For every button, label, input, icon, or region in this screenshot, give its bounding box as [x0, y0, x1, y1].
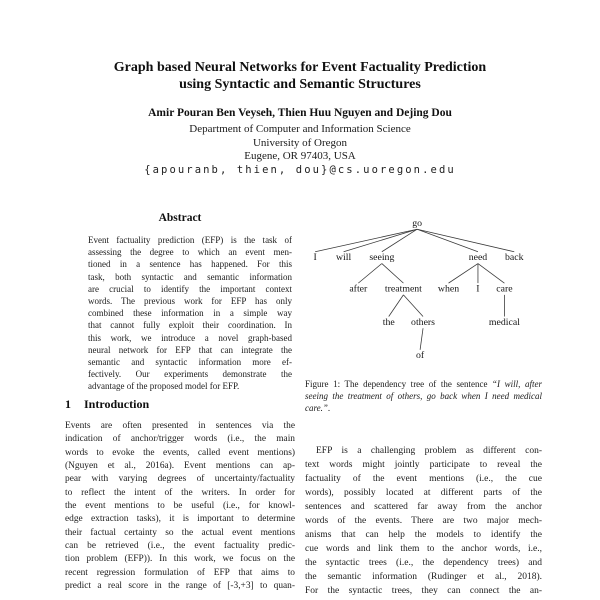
text-line: EFP is a challenging problem as different con- — [316, 446, 542, 456]
abstract-body — [88, 234, 292, 393]
authors-line: Amir Pouran Ben Veyseh, Thien Huu Nguyen and Dejing Dou — [148, 107, 452, 119]
tree-node-seeing: seeing — [369, 252, 395, 264]
tree-node-medical: medical — [488, 316, 520, 328]
tree-node-will: will — [335, 252, 352, 264]
text-line: recent regression formulation of EFP that aims to — [65, 567, 295, 578]
text-line: cue words and link them to the anchor words, i.e., — [305, 544, 542, 554]
tree-node-when: when — [437, 283, 460, 295]
text-line: predict a real score in the range of [-3,+3] to quan- — [65, 581, 295, 592]
text-line: indication of anchor/trigger words (i.e., the main — [65, 434, 295, 445]
tree-edge-seeing-treatment — [382, 264, 404, 284]
tree-node-after: after — [349, 283, 368, 295]
tree-node-of: of — [416, 350, 425, 362]
tree-node-need: need — [468, 252, 488, 264]
introduction-body — [65, 420, 295, 593]
authors-email: {apouranb, thien, dou}@cs.uoregon.edu — [144, 164, 456, 176]
affiliation-department: Department of Computer and Information Science — [189, 123, 411, 135]
caption-suffix: . — [327, 403, 331, 413]
text-line: edge extraction tasks), it is important to determine — [65, 514, 295, 525]
tree-node-I1: I — [313, 252, 317, 264]
text-line: the semantic information (Rudinger et al., 2018). — [305, 572, 542, 582]
text-line: Event factuality prediction (EFP) is the task of — [88, 235, 292, 245]
tree-edge-go-back — [417, 229, 514, 252]
text-line: For the syntactic trees, they can connect the an- — [305, 586, 542, 596]
text-line: fectively. Our experiments demonstrate the — [88, 369, 292, 380]
text-line: pear with varying degrees of uncertainty/factuality — [65, 474, 295, 485]
tree-edge-go-seeing — [382, 229, 417, 252]
tree-edge-need-when — [449, 264, 478, 284]
tree-edge-seeing-after — [358, 264, 382, 284]
figure-1 — [305, 214, 545, 366]
text-line: are crucial to identify the important context — [88, 283, 292, 294]
text-line: factuality of the event mentions (i.e., the cue — [305, 474, 542, 484]
tree-edge-need-care — [478, 264, 504, 284]
paper-title-line-1: Graph based Neural Networks for Event Factuality Prediction — [113, 60, 487, 75]
text-line: assessing the degree to which an event men- — [88, 247, 292, 258]
text-line: anisms that can help the models to identify the — [305, 530, 542, 540]
paper-title-line-2: using Syntactic and Semantic Structures — [179, 77, 421, 92]
tree-node-back: back — [504, 252, 524, 264]
text-line: advantage of the proposed model for EFP. — [88, 381, 240, 392]
text-line: tioned in a sentence has happened. For this — [88, 259, 292, 270]
text-line: that cannot fully exploit their coordination. In — [88, 320, 292, 331]
tree-edge-go-need — [417, 229, 478, 252]
text-line: can be retrieved (i.e., the event factuality predic- — [65, 541, 295, 552]
text-line: the event mentions to be useful (i.e., for knowl- — [65, 501, 295, 512]
text-line: task, both syntactic and semantic information — [88, 271, 292, 282]
text-line: text words might jointly participate to reveal the — [305, 460, 542, 470]
text-line: sentences and scattered far away from the anchor — [305, 502, 542, 512]
text-line: words), possibly located at different parts of the — [305, 488, 542, 498]
text-line: combined these information in a simple way — [88, 308, 292, 319]
affiliation-university: University of Oregon — [252, 137, 348, 149]
text-line: this work, we introduce a novel graph-based — [88, 332, 292, 343]
text-line: their factual certainty so the actual event mentions — [65, 527, 295, 538]
figure-1-caption — [305, 378, 542, 414]
affiliation-location: Eugene, OR 97403, USA — [244, 150, 356, 162]
text-line: words. The previous work for EFP has only — [88, 296, 292, 307]
section-number: 1 — [65, 397, 71, 411]
tree-node-care: care — [496, 283, 513, 295]
tree-edge-treatment-the — [389, 295, 404, 317]
text-line: (Nguyen et al., 2016a). Event mentions can ap- — [65, 461, 295, 472]
caption-prefix: Figure 1: The dependency tree of the sentence — [305, 379, 493, 389]
tree-node-the: the — [382, 316, 395, 328]
tree-edge-others-of — [420, 328, 423, 350]
tree-node-treatment: treatment — [384, 283, 422, 295]
right-column-paragraph — [305, 444, 542, 598]
section-title: Introduction — [84, 397, 150, 411]
tree-edge-go-will — [344, 229, 418, 252]
text-line: words to evoke the events, called event mentions) — [65, 447, 295, 458]
text-line: the syntactic trees (i.e., the dependency trees) and — [305, 558, 542, 568]
tree-edge-go-I1 — [315, 229, 417, 252]
text-line: neural network for EFP that can integrate the — [88, 344, 292, 355]
text-line: semantic and syntactic information more ef- — [88, 357, 292, 368]
text-line: tion problem (EFP)). In this work, we focus on the — [65, 554, 295, 565]
text-line: Events are often presented in sentences via the — [65, 421, 295, 431]
abstract-heading: Abstract — [158, 212, 202, 224]
tree-node-go: go — [412, 217, 423, 229]
text-line: words of the events. There are two major mech- — [305, 516, 542, 526]
section-heading-introduction — [65, 397, 149, 412]
dependency-tree-svg — [305, 214, 545, 366]
caption-sentence: “I will, after seeing the treatment of others, go back when I need medical care.” — [305, 379, 542, 413]
tree-node-others: others — [411, 316, 436, 328]
tree-edge-treatment-others — [403, 295, 423, 317]
text-line: to reflect the intent of the writers. In order for — [65, 487, 295, 498]
tree-node-I2: I — [476, 283, 480, 295]
